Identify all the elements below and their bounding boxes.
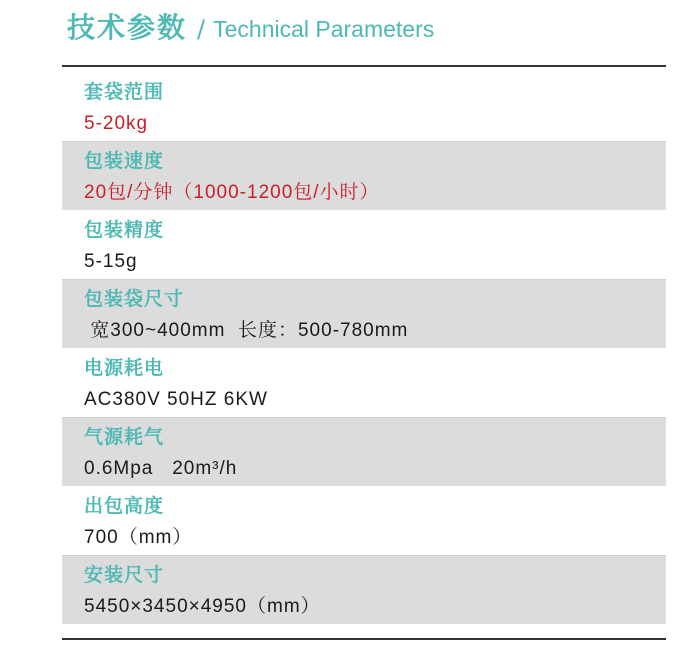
title-chinese: 技术参数 xyxy=(67,11,188,44)
param-label: 出包高度 xyxy=(84,495,165,517)
param-value: AC380V 50HZ 6KW xyxy=(84,389,268,410)
param-label: 气源耗气 xyxy=(84,426,165,448)
title-english: Technical Parameters xyxy=(213,16,435,42)
title-separator: / xyxy=(197,15,206,43)
bottom-divider xyxy=(62,638,666,640)
param-row-bag-range xyxy=(62,72,666,141)
top-divider xyxy=(62,65,666,67)
param-label: 包装袋尺寸 xyxy=(84,288,185,310)
param-label: 安装尺寸 xyxy=(84,564,165,586)
section-header xyxy=(67,6,434,50)
param-row-power xyxy=(62,348,666,417)
param-value: 5-20kg xyxy=(84,113,149,134)
param-label: 包装速度 xyxy=(84,150,165,172)
param-value: 700（mm） xyxy=(84,527,193,548)
param-row-packing-speed xyxy=(62,141,666,210)
param-row-install-size xyxy=(62,555,666,624)
param-value: 宽300~400mm 长度：500-780mm xyxy=(84,320,409,341)
param-label: 电源耗电 xyxy=(84,357,165,379)
parameters-table xyxy=(62,72,666,624)
param-label: 套袋范围 xyxy=(84,81,165,103)
param-row-packing-accuracy xyxy=(62,210,666,279)
param-value: 5-15g xyxy=(84,251,138,272)
param-row-bag-size xyxy=(62,279,666,348)
param-label: 包装精度 xyxy=(84,219,165,241)
param-value: 20包/分钟（1000-1200包/小时） xyxy=(84,182,380,203)
param-value: 5450×3450×4950（mm） xyxy=(84,596,321,617)
param-row-air-consumption xyxy=(62,417,666,486)
param-row-output-height xyxy=(62,486,666,555)
param-value: 0.6Mpa 20m³/h xyxy=(84,458,238,479)
